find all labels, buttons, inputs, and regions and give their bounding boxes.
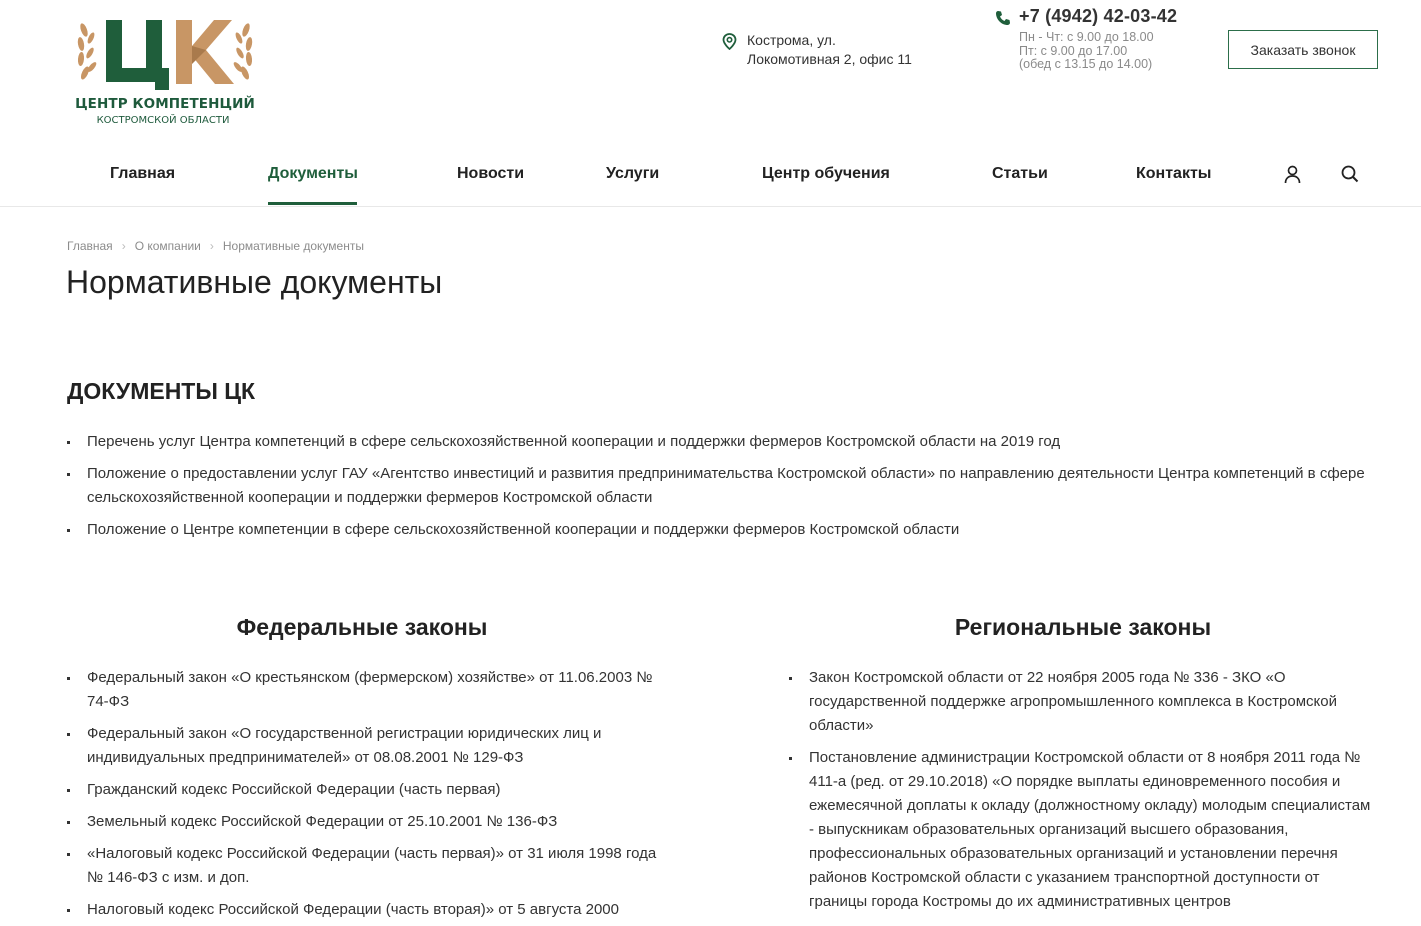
document-link[interactable]: Перечень услуг Центра компетенций в сфере сельскохозяйственной кооперации и поддержки фермеров Костромской области на 2019 год [87, 433, 1061, 450]
nav-item-documents[interactable]: Документы [268, 165, 358, 182]
user-icon[interactable] [1284, 165, 1301, 189]
document-link[interactable]: Федеральный закон «О крестьянском (фермерском) хозяйстве» от 11.06.2003 № 74-ФЗ [87, 669, 653, 710]
logo-title: ЦЕНТР КОМПЕТЕНЦИЙ [75, 96, 255, 112]
list-item [67, 518, 1367, 542]
hours-line: Пн - Чт: с 9.00 до 18.00 [1019, 30, 1154, 44]
hours-line: (обед с 13.15 до 14.00) [1019, 57, 1153, 71]
nav-active-indicator [268, 202, 357, 205]
breadcrumb-about[interactable]: О компании [134, 239, 201, 253]
nav-item-services[interactable]: Услуги [606, 165, 660, 182]
regional-laws-list [789, 666, 1379, 922]
search-icon[interactable] [1341, 165, 1359, 188]
nav-item-home[interactable]: Главная [110, 165, 176, 182]
logo-subtitle: КОСТРОМСКОЙ ОБЛАСТИ [96, 115, 230, 126]
federal-laws-list [67, 666, 657, 926]
breadcrumb [67, 239, 364, 253]
list-item [67, 462, 1367, 510]
chevron-right-icon: › [209, 239, 214, 253]
document-link[interactable]: Положение о предоставлении услуг ГАУ «Агентство инвестиций и развития предпринимательства Костромской области» по направлению деятельности Центра компетенций в сфере сельскохозяйственной кооперации и поддержки фермеров Костромской области [87, 465, 1365, 506]
logo-emblem-icon [72, 16, 258, 96]
hours-line: Пт: с 9.00 до 17.00 [1019, 43, 1128, 58]
list-item [67, 430, 1367, 454]
document-link[interactable]: «Налоговый кодекс Российской Федерации (часть первая)» от 31 июля 1998 года № 146-ФЗ с изм. и доп. [87, 845, 657, 886]
address-line-2: Локомотивная 2, офис 11 [747, 51, 912, 67]
chevron-right-icon: › [121, 239, 126, 253]
regional-laws-title: Региональные законы [954, 614, 1212, 640]
callback-button[interactable]: Заказать звонок [1228, 30, 1378, 69]
list-item [789, 666, 1379, 738]
nav-item-articles[interactable]: Статьи [992, 165, 1048, 182]
document-link[interactable]: Постановление администрации Костромской области от 8 ноября 2011 года № 411-а (ред. от 29.10.2018) «О порядке выплаты единовременного пособия и ежемесячной доплаты к окладу (должностному окладу) молодым специалистам - выпускникам образовательных организаций высшего образования, профессиональных образовательных организаций и установлении перечня районов Костромской области с указанием транспортной доступности от границы города Костромы до их административных центров [809, 749, 1371, 910]
document-link[interactable]: Земельный кодекс Российской Федерации от 25.10.2001 № 136-ФЗ [87, 813, 558, 830]
list-item [67, 842, 657, 890]
documents-ck-title: ДОКУМЕНТЫ ЦК [67, 378, 256, 404]
nav-item-contacts[interactable]: Контакты [1136, 165, 1212, 182]
map-pin-icon [722, 33, 737, 55]
federal-laws-title: Федеральные законы [236, 614, 488, 640]
phone-icon [995, 10, 1011, 31]
nav-item-news[interactable]: Новости [457, 165, 525, 182]
working-hours [1019, 31, 1154, 72]
list-item [67, 722, 657, 770]
main-nav [0, 150, 1421, 207]
document-link[interactable]: Положение о Центре компетенции в сфере сельскохозяйственной кооперации и поддержки фермеров Костромской области [87, 521, 960, 538]
list-item [67, 778, 657, 802]
document-link[interactable]: Закон Костромской области от 22 ноября 2005 года № 336 - ЗКО «О государственной поддержке агропромышленного комплекса в Костромской области» [809, 669, 1337, 734]
document-link[interactable]: Федеральный закон «О государственной регистрации юридических лиц и индивидуальных предпринимателей» от 08.08.2001 № 129-ФЗ [87, 725, 602, 766]
list-item [67, 898, 657, 922]
list-item [67, 810, 657, 834]
breadcrumb-current: Нормативные документы [222, 239, 364, 253]
documents-ck-list [67, 430, 1367, 550]
list-item [789, 746, 1379, 914]
breadcrumb-home[interactable]: Главная [67, 239, 113, 253]
phone-link[interactable]: +7 (4942) 42-03-42 [1019, 6, 1178, 26]
document-link[interactable]: Налоговый кодекс Российской Федерации (часть вторая)» от 5 августа 2000 [87, 901, 619, 918]
document-link[interactable]: Гражданский кодекс Российской Федерации (часть первая) [87, 781, 501, 798]
nav-item-training-center[interactable]: Центр обучения [762, 165, 890, 182]
list-item [67, 666, 657, 714]
address-line-1: Кострома, ул. [747, 32, 836, 48]
page-title: Нормативные документы [66, 264, 443, 300]
site-logo[interactable] [72, 16, 258, 132]
